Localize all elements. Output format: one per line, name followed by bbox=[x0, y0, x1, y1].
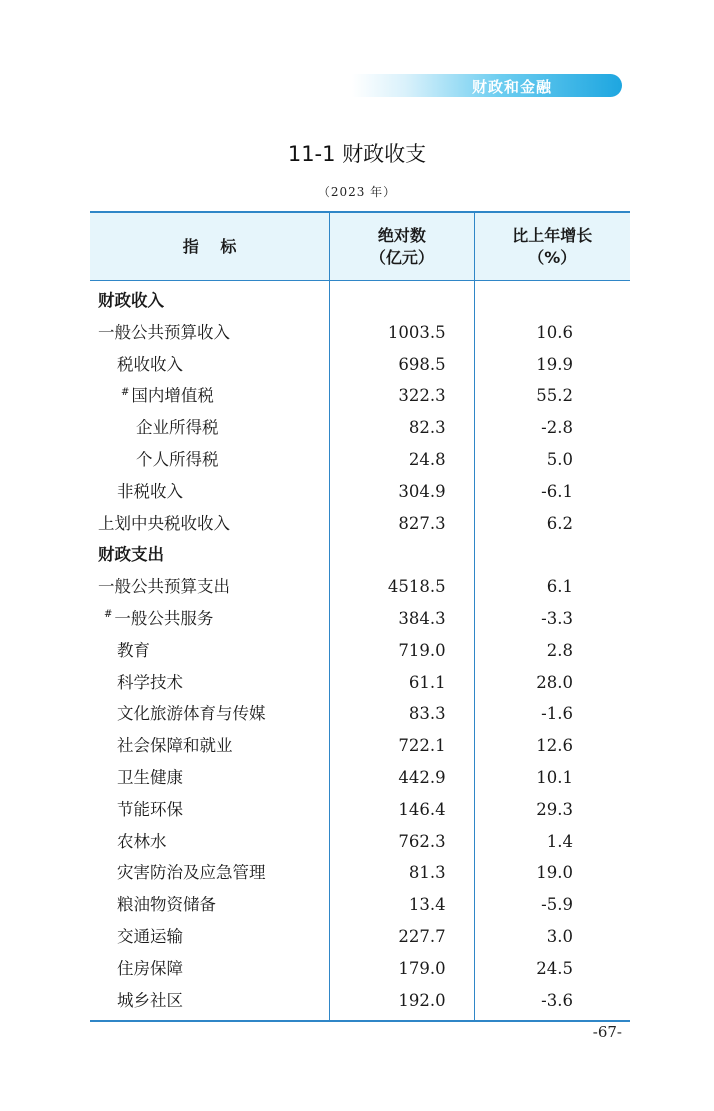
row-label bbox=[90, 953, 329, 985]
header-absolute-line2: （亿元） bbox=[369, 247, 434, 267]
row-label bbox=[90, 285, 329, 317]
row-label-text: 国内增值税 bbox=[131, 386, 214, 406]
row-label bbox=[90, 444, 329, 476]
row-label bbox=[90, 635, 329, 667]
growth-value: 28.0 bbox=[536, 672, 573, 692]
absolute-value bbox=[330, 285, 473, 317]
growth-value: -5.9 bbox=[541, 895, 573, 915]
absolute-value bbox=[330, 539, 473, 571]
growth-value: -3.3 bbox=[541, 608, 573, 628]
absolute-value: 4518.5 bbox=[387, 577, 446, 597]
row-label-text: 非税收入 bbox=[117, 481, 183, 501]
growth-value: 19.0 bbox=[536, 863, 573, 883]
row-label bbox=[90, 762, 329, 794]
row-label-text: 交通运输 bbox=[117, 926, 183, 946]
column-indicators bbox=[90, 281, 329, 1020]
growth-value: -2.8 bbox=[541, 418, 573, 438]
row-label bbox=[90, 380, 329, 412]
growth-value bbox=[475, 539, 630, 571]
row-label-text: 灾害防治及应急管理 bbox=[117, 863, 266, 883]
row-label bbox=[90, 857, 329, 889]
growth-value bbox=[475, 285, 630, 317]
row-label-text: 一般公共服务 bbox=[114, 608, 214, 628]
growth-value: 6.1 bbox=[546, 577, 573, 597]
row-label-text: 企业所得税 bbox=[136, 418, 219, 438]
header-indicator bbox=[90, 213, 329, 280]
growth-value: -1.6 bbox=[541, 704, 573, 724]
row-label bbox=[90, 985, 329, 1017]
absolute-value: 81.3 bbox=[408, 863, 446, 883]
row-label bbox=[90, 476, 329, 508]
row-label-text: 教育 bbox=[117, 640, 150, 660]
row-label bbox=[90, 921, 329, 953]
absolute-value: 322.3 bbox=[398, 386, 446, 406]
row-label-text: 一般公共预算收入 bbox=[98, 322, 230, 342]
row-label-text: 文化旅游体育与传媒 bbox=[117, 704, 266, 724]
header-growth-line2: （%） bbox=[528, 247, 577, 267]
row-label bbox=[90, 889, 329, 921]
column-growth bbox=[474, 281, 630, 1020]
row-label-text: 住房保障 bbox=[117, 958, 183, 978]
absolute-value: 82.3 bbox=[408, 418, 446, 438]
absolute-value: 762.3 bbox=[398, 831, 446, 851]
row-label bbox=[90, 508, 329, 540]
growth-value: 1.4 bbox=[546, 831, 573, 851]
row-label bbox=[90, 730, 329, 762]
absolute-value: 719.0 bbox=[398, 640, 446, 660]
absolute-value: 61.1 bbox=[408, 672, 446, 692]
absolute-value: 179.0 bbox=[398, 958, 446, 978]
row-label-text: 个人所得税 bbox=[136, 449, 219, 469]
column-absolute bbox=[329, 281, 473, 1020]
note-mark: # bbox=[121, 386, 130, 398]
row-label-text: 财政收入 bbox=[98, 291, 164, 310]
note-mark: # bbox=[104, 609, 113, 621]
section-title: 财政和金融 bbox=[471, 78, 552, 96]
absolute-value: 722.1 bbox=[398, 736, 446, 756]
header-absolute bbox=[329, 213, 473, 280]
row-label-text: 科学技术 bbox=[117, 672, 183, 692]
absolute-value: 227.7 bbox=[398, 926, 446, 946]
growth-value: 19.9 bbox=[536, 354, 573, 374]
absolute-value: 83.3 bbox=[408, 704, 446, 724]
growth-value: 12.6 bbox=[536, 736, 573, 756]
row-label bbox=[90, 571, 329, 603]
page-number: -67- bbox=[592, 1023, 622, 1041]
row-label-text: 一般公共预算支出 bbox=[98, 577, 230, 597]
table-header bbox=[90, 213, 630, 281]
header-growth-line1: 比上年增长 bbox=[512, 225, 593, 245]
row-label bbox=[90, 794, 329, 826]
row-label-text: 农林水 bbox=[117, 831, 167, 851]
row-label-text: 粮油物资储备 bbox=[117, 895, 216, 915]
absolute-value: 1003.5 bbox=[387, 322, 446, 342]
growth-value: 10.1 bbox=[536, 767, 573, 787]
absolute-value: 192.0 bbox=[398, 990, 446, 1010]
table-year: （2023 年） bbox=[317, 185, 397, 199]
row-label bbox=[90, 667, 329, 699]
absolute-value: 442.9 bbox=[398, 767, 446, 787]
table-title: 11-1 财政收支 bbox=[287, 142, 427, 166]
row-label-text: 上划中央税收收入 bbox=[98, 513, 230, 533]
growth-value: 10.6 bbox=[536, 322, 573, 342]
absolute-value: 24.8 bbox=[408, 449, 446, 469]
growth-value: 5.0 bbox=[546, 449, 573, 469]
row-label-text: 财政支出 bbox=[98, 545, 164, 565]
growth-value: 6.2 bbox=[546, 513, 573, 533]
finance-table bbox=[90, 211, 630, 1022]
table-body bbox=[90, 281, 630, 1020]
header-indicator-label: 指 标 bbox=[182, 236, 237, 256]
growth-value: -6.1 bbox=[541, 481, 573, 501]
row-label-text: 税收收入 bbox=[117, 354, 183, 374]
absolute-value: 698.5 bbox=[398, 354, 446, 374]
absolute-value: 146.4 bbox=[398, 799, 446, 819]
row-label bbox=[90, 826, 329, 858]
absolute-value: 304.9 bbox=[398, 481, 446, 501]
growth-value: 2.8 bbox=[546, 640, 573, 660]
growth-value: 29.3 bbox=[536, 799, 573, 819]
row-label-text: 社会保障和就业 bbox=[117, 736, 233, 756]
section-banner bbox=[352, 74, 622, 97]
absolute-value: 384.3 bbox=[398, 608, 446, 628]
header-absolute-line1: 绝对数 bbox=[377, 225, 426, 245]
row-label bbox=[90, 698, 329, 730]
row-label bbox=[90, 349, 329, 381]
absolute-value: 13.4 bbox=[408, 895, 446, 915]
growth-value: 24.5 bbox=[536, 958, 573, 978]
row-label-text: 城乡社区 bbox=[117, 990, 183, 1010]
growth-value: 55.2 bbox=[536, 386, 573, 406]
growth-value: 3.0 bbox=[546, 926, 573, 946]
row-label bbox=[90, 412, 329, 444]
absolute-value: 827.3 bbox=[398, 513, 446, 533]
row-label bbox=[90, 603, 329, 635]
row-label-text: 节能环保 bbox=[117, 799, 183, 819]
growth-value: -3.6 bbox=[541, 990, 573, 1010]
row-label-text: 卫生健康 bbox=[117, 767, 183, 787]
row-label bbox=[90, 539, 329, 571]
header-growth bbox=[474, 213, 630, 280]
row-label bbox=[90, 317, 329, 349]
